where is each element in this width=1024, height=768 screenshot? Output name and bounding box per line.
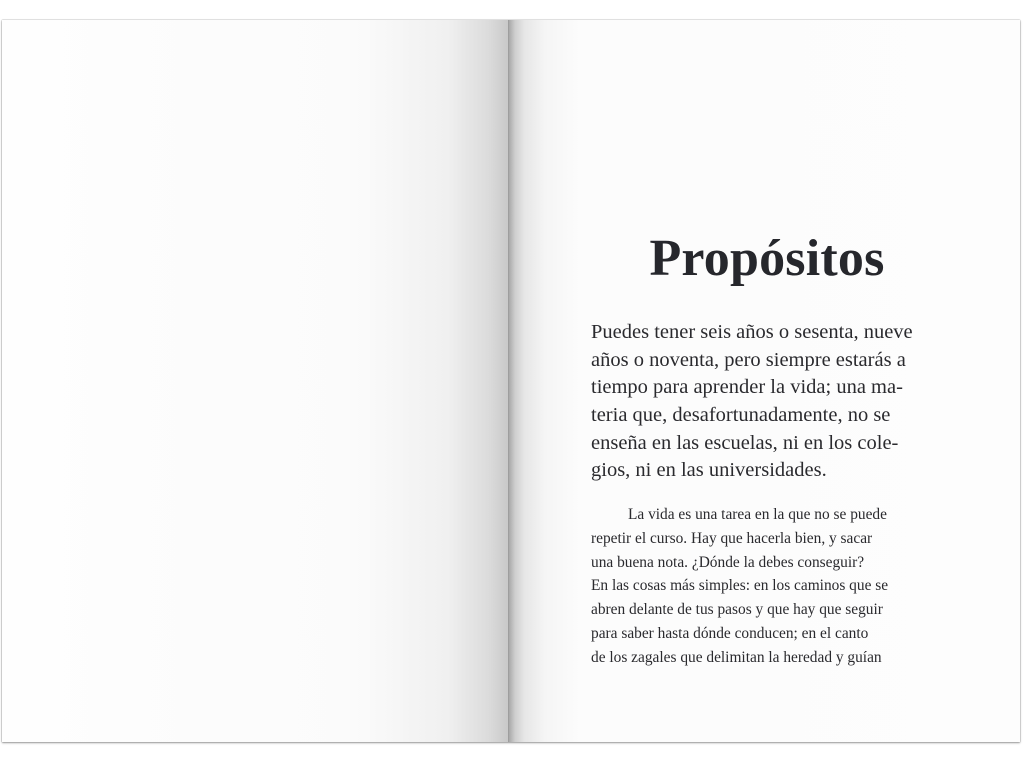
page-content bbox=[591, 230, 943, 670]
right-page[interactable] bbox=[509, 20, 1020, 742]
chapter-title: Propósitos bbox=[649, 230, 885, 287]
body-paragraph: La vida es una tarea en la que no se puede repetir el curso. Hay que hacerla bien, y sacar una buena nota. ¿Dónde la debes conseguir? En las cosas más simples: en los caminos que se abren delante de tus pasos y que hay que seguir para saber hasta dónde conducen; en el canto de los zagales que delimitan la heredad y guían bbox=[591, 505, 889, 667]
left-page[interactable] bbox=[2, 20, 509, 742]
lead-paragraph: Puedes tener seis años o sesenta, nueve años o noventa, pero siempre estarás a tiempo para aprender la vida; una ma- teria que, desafortunadamente, no se enseña en las escuelas, ni en los cole- gios, ni en las universidades. bbox=[591, 321, 913, 482]
book-spread bbox=[2, 20, 1020, 742]
